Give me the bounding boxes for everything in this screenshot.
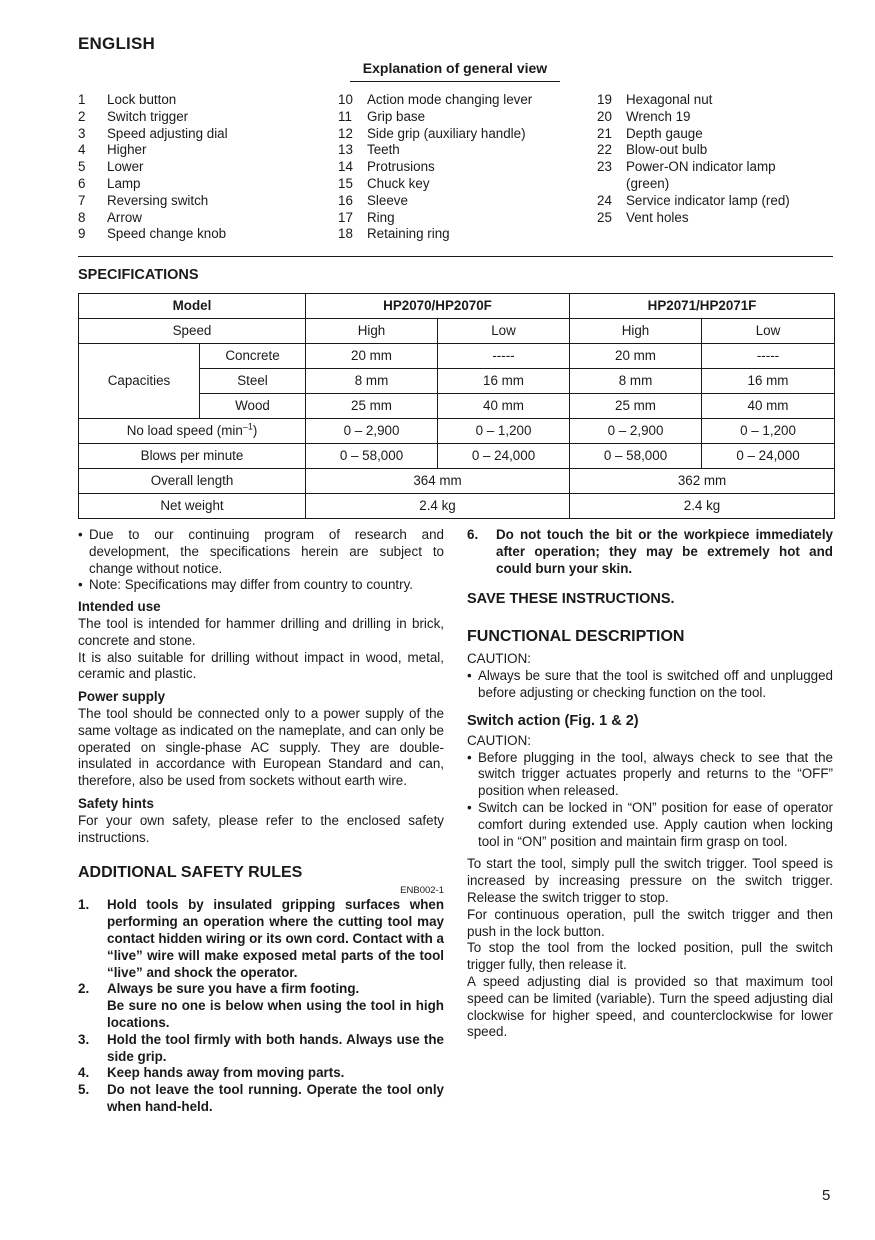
- right-column: [467, 527, 833, 1041]
- list-item: 3 Speed adjusting dial: [78, 125, 228, 141]
- table-row: [79, 494, 835, 519]
- safety-hints-text: For your own safety, please refer to the enclosed safety instructions.: [78, 812, 444, 845]
- list-item: 22 Blow-out bulb: [597, 142, 708, 158]
- list-item: 15 Chuck key: [338, 175, 430, 191]
- table-cell: Capacities: [79, 344, 200, 419]
- caution-bullet: • Always be sure that the tool is switched off and unplugged before adjusting or checking function on the tool.: [467, 668, 833, 700]
- table-cell: 0 – 58,000: [570, 444, 702, 469]
- switch-action-heading: Switch action (Fig. 1 & 2): [467, 712, 639, 729]
- parts-list-column-1: [78, 92, 328, 243]
- table-cell: Low: [702, 319, 835, 344]
- table-cell: Net weight: [79, 494, 306, 519]
- table-cell: 16 mm: [438, 369, 570, 394]
- table-cell: 2.4 kg: [570, 494, 835, 519]
- list-item: 9 Speed change knob: [78, 226, 227, 242]
- note-bullet: • Note: Specifications may differ from country to country.: [78, 577, 413, 593]
- list-item: 1 Lock button: [78, 92, 177, 107]
- intended-use-title: Intended use: [78, 599, 161, 615]
- table-cell: 2.4 kg: [306, 494, 570, 519]
- list-item: 24 Service indicator lamp (red): [597, 192, 790, 208]
- functional-description-heading: FUNCTIONAL DESCRIPTION: [467, 628, 685, 646]
- list-item: 6 Lamp: [78, 175, 141, 191]
- list-item: 23 Power-ON indicator lamp: [597, 159, 776, 175]
- list-item: 17 Ring: [338, 209, 395, 225]
- list-item: 14 Protrusions: [338, 159, 435, 175]
- table-row: [79, 294, 835, 319]
- list-item: 16 Sleeve: [338, 192, 408, 208]
- caution-bullet: • Before plugging in the tool, always check to see that the switch trigger actuates properly and returns to the “OFF” position when released.: [467, 749, 833, 799]
- table-cell: 364 mm: [306, 469, 570, 494]
- table-row: [79, 444, 835, 469]
- list-item: 3. Hold the tool firmly with both hands. Always use the side grip.: [78, 1031, 444, 1064]
- table-row: [79, 344, 835, 369]
- left-column: [78, 527, 444, 1116]
- power-supply-text: The tool should be connected only to a power supply of the same voltage as indicated on the nameplate, and can only be operated on single-phase AC supply. They are double-insulated in accordance with European Standard and can, therefore, also be used from sockets without earth wire.: [78, 705, 444, 789]
- list-item: 20 Wrench 19: [597, 108, 691, 124]
- table-cell: HP2071/HP2071F: [570, 294, 835, 319]
- list-item: 5. Do not leave the tool running. Operate the tool only when hand-held.: [78, 1082, 444, 1114]
- specifications-heading: SPECIFICATIONS: [78, 267, 199, 283]
- table-cell: 20 mm: [306, 344, 438, 369]
- caution-bullet: • Switch can be locked in “ON” position for ease of operator comfort during extended use. Apply caution when locking tool in “ON” position and maintain firm grasp on tool.: [467, 799, 833, 849]
- specifications-table: [78, 293, 835, 519]
- explanation-title: Explanation of general view: [362, 60, 548, 76]
- additional-safety-rules-heading: ADDITIONAL SAFETY RULES: [78, 864, 303, 882]
- table-cell: High: [570, 319, 702, 344]
- list-item: 4. Keep hands away from moving parts.: [78, 1065, 345, 1081]
- list-item: 2. Always be sure you have a firm footing. Be sure no one is below when using the tool in high locations.: [78, 981, 444, 1030]
- parts-list-column-2: [338, 92, 588, 243]
- list-item: 10 Action mode changing lever: [338, 92, 533, 107]
- table-cell: 40 mm: [438, 394, 570, 419]
- body-paragraph: For continuous operation, pull the switch trigger and then push in the lock button.: [467, 906, 833, 939]
- safety-hints-title: Safety hints: [78, 795, 154, 811]
- body-paragraph: A speed adjusting dial is provided so that maximum tool speed can be limited (variable). Turn the speed adjusting dial clockwise for higher speed, and counterclockwise for lower speed.: [467, 973, 833, 1040]
- intended-use-text: It is also suitable for drilling without impact in wood, metal, ceramic and plastic.: [78, 649, 444, 682]
- safety-rules-list-continued: [467, 527, 833, 577]
- table-cell: 40 mm: [702, 394, 835, 419]
- table-cell: 0 – 2,900: [570, 419, 702, 444]
- list-item: 8 Arrow: [78, 209, 142, 225]
- table-row: [79, 419, 835, 444]
- table-cell: 25 mm: [306, 394, 438, 419]
- table-cell: Model: [79, 294, 306, 319]
- table-cell: 25 mm: [570, 394, 702, 419]
- list-item: 13 Teeth: [338, 142, 400, 158]
- table-row: [79, 319, 835, 344]
- safety-rules-list: [78, 897, 444, 1115]
- list-item: 5 Lower: [78, 159, 144, 175]
- language-heading: ENGLISH: [78, 34, 155, 53]
- list-item: (green): [626, 175, 670, 191]
- table-cell: Concrete: [200, 344, 306, 369]
- table-cell: Speed: [79, 319, 306, 344]
- table-cell: 8 mm: [306, 369, 438, 394]
- table-cell: 16 mm: [702, 369, 835, 394]
- list-item: 1. Hold tools by insulated gripping surfaces when performing an operation where the cutting tool may contact hidden wiring or its own cord. Contact with a “live” wire will make exposed metal parts of the tool “live” and shock the operator.: [78, 897, 445, 980]
- section-divider: [78, 256, 833, 257]
- table-cell: 0 – 24,000: [702, 444, 835, 469]
- list-item: 25 Vent holes: [597, 209, 689, 225]
- list-item: 18 Retaining ring: [338, 226, 450, 242]
- table-cell: 362 mm: [570, 469, 835, 494]
- table-cell: 0 – 24,000: [438, 444, 570, 469]
- parts-list-column-3: [597, 92, 847, 226]
- table-cell: Steel: [200, 369, 306, 394]
- body-paragraph: To start the tool, simply pull the switch trigger. Tool speed is increased by increasing pressure on the switch trigger. Release the switch trigger to stop.: [467, 856, 833, 905]
- list-item: 19 Hexagonal nut: [597, 92, 713, 107]
- explanation-underline: [350, 81, 560, 82]
- intended-use-text: The tool is intended for hammer drilling and drilling in brick, concrete and stone.: [78, 615, 444, 648]
- table-cell: Wood: [200, 394, 306, 419]
- table-cell: High: [306, 319, 438, 344]
- table-cell: HP2070/HP2070F: [306, 294, 570, 319]
- page-number: 5: [822, 1187, 831, 1204]
- caution-label: CAUTION:: [467, 732, 531, 748]
- list-item: 11 Grip base: [338, 108, 426, 124]
- table-cell: 0 – 1,200: [702, 419, 835, 444]
- table-cell: -----: [702, 344, 835, 369]
- body-paragraph: To stop the tool from the locked position, pull the switch trigger fully, then release it.: [467, 940, 833, 973]
- table-cell: Overall length: [79, 469, 306, 494]
- note-bullet: • Due to our continuing program of research and development, the specifications herein are subject to change without notice.: [78, 527, 444, 576]
- table-cell: 8 mm: [570, 369, 702, 394]
- list-item: 7 Reversing switch: [78, 192, 209, 208]
- list-item: 4 Higher: [78, 142, 147, 158]
- table-cell: Low: [438, 319, 570, 344]
- list-item: 12 Side grip (auxiliary handle): [338, 125, 526, 141]
- table-cell: 0 – 58,000: [306, 444, 438, 469]
- list-item: 6. Do not touch the bit or the workpiece immediately after operation; they may be extremely hot and could burn your skin.: [467, 527, 833, 576]
- list-item: 21 Depth gauge: [597, 125, 703, 141]
- power-supply-title: Power supply: [78, 689, 166, 705]
- table-row: [79, 469, 835, 494]
- table-cell: 20 mm: [570, 344, 702, 369]
- table-cell: -----: [438, 344, 570, 369]
- table-cell: 0 – 1,200: [438, 419, 570, 444]
- table-cell: No load speed $(\min^{-1})$: [79, 419, 306, 444]
- save-instructions-heading: SAVE THESE INSTRUCTIONS.: [467, 591, 675, 608]
- caution-label: CAUTION:: [467, 651, 531, 667]
- table-cell: 0 – 2,900: [306, 419, 438, 444]
- table-cell: Blows per minute: [79, 444, 306, 469]
- document-code: ENB002-1: [400, 885, 444, 897]
- list-item: 2 Switch trigger: [78, 108, 189, 124]
